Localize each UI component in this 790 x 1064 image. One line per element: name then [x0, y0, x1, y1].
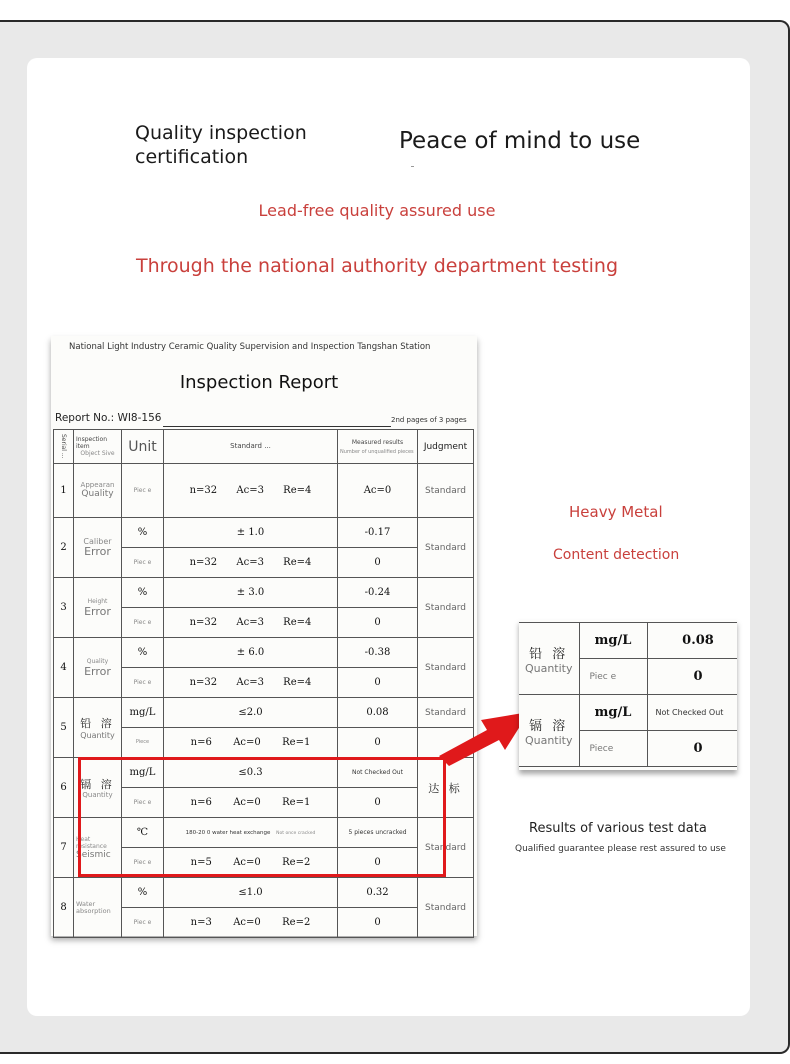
- row-unit: Piec e: [122, 908, 164, 938]
- std-n: n=32: [189, 557, 218, 568]
- table-row: [54, 638, 474, 668]
- row-item-label: Quality: [81, 489, 114, 499]
- header-unit: Unit: [122, 430, 164, 464]
- row-item-label: Seismic: [76, 849, 111, 860]
- header-judgment: Judgment: [418, 430, 474, 464]
- row-item: [74, 464, 122, 518]
- row-item-small: Appearan: [80, 481, 115, 489]
- std-ac: Ac=0: [233, 857, 261, 868]
- header-measured: [338, 430, 418, 464]
- zoom-lead-item: [519, 623, 579, 695]
- std-ac: Ac=0: [233, 737, 261, 748]
- title-left: Quality inspection certification: [135, 122, 307, 168]
- std-ac: Ac=3: [236, 617, 264, 628]
- std-note-2: Not once cracked: [276, 830, 316, 836]
- row-item-label: Error: [84, 604, 111, 618]
- std-n: n=32: [189, 485, 218, 496]
- zoom-lead-piece: Piec e: [579, 659, 647, 695]
- row-unit: Piec e: [122, 548, 164, 578]
- report-number: Report No.: WI8-156: [55, 412, 162, 424]
- row-unit: ℃: [122, 818, 164, 848]
- std-n: n=3: [190, 917, 212, 928]
- divider: [163, 426, 391, 427]
- row-number: 3: [54, 578, 74, 638]
- table-row: [519, 695, 737, 731]
- std-n: n=5: [190, 857, 212, 868]
- zoom-lead-label: Quantity: [524, 661, 573, 675]
- std-ac: Ac=0: [233, 917, 261, 928]
- header-item-label: Inspection item: [76, 436, 107, 450]
- row-standard: [164, 464, 338, 518]
- row-standard: [164, 548, 338, 578]
- row-standard: [164, 668, 338, 698]
- row-unit: Piec e: [122, 608, 164, 638]
- content-card: [27, 58, 750, 1016]
- std-ac: Ac=3: [236, 677, 264, 688]
- std-ac: Ac=3: [236, 557, 264, 568]
- station-name: National Light Industry Ceramic Quality Supervision and Inspection Tangshan Station: [69, 342, 431, 352]
- row-unit: %: [122, 638, 164, 668]
- row-item-small: Height: [87, 597, 108, 605]
- std-re: Re=4: [283, 617, 312, 628]
- header-serial: Serial ...: [54, 430, 74, 464]
- row-standard: [164, 728, 338, 758]
- row-unit: mg/L: [122, 698, 164, 728]
- row-result: 0.32: [338, 878, 418, 908]
- row-result: Ac=0: [338, 464, 418, 518]
- row-judgment: Standard: [418, 578, 474, 638]
- header-standard: Standard ...: [164, 430, 338, 464]
- std-re: Re=4: [283, 677, 312, 688]
- table-row: [54, 518, 474, 548]
- row-number: 2: [54, 518, 74, 578]
- row-judgment: Standard: [418, 878, 474, 938]
- std-re: Re=1: [282, 797, 311, 808]
- std-re: Re=2: [282, 857, 311, 868]
- row-standard: [164, 608, 338, 638]
- std-n: n=32: [189, 617, 218, 628]
- row-item: [74, 578, 122, 638]
- row-item-cn: 镉 溶: [80, 778, 115, 791]
- zoom-lead-piece-value: 0: [647, 659, 737, 695]
- row-result: 5 pieces uncracked: [338, 818, 418, 848]
- std-note: 180-20 0 water heat exchange: [185, 829, 271, 836]
- row-result: 0: [338, 608, 418, 638]
- row-item-label: Error: [84, 544, 111, 558]
- row-item: [74, 698, 122, 758]
- row-result: 0: [338, 908, 418, 938]
- zoomed-table: [519, 622, 737, 767]
- row-item-label: Quantity: [80, 731, 115, 740]
- row-unit: mg/L: [122, 758, 164, 788]
- zoom-cd-piece-value: 0: [647, 731, 737, 767]
- row-unit: Piece: [122, 728, 164, 758]
- row-item-label: Quantity: [82, 791, 113, 799]
- row-result: 0: [338, 548, 418, 578]
- std-re: Re=4: [283, 485, 312, 496]
- subtitle-national-testing: Through the national authority department testing: [135, 255, 619, 277]
- table-row: [54, 464, 474, 518]
- zoom-cd-label: Quantity: [524, 733, 573, 747]
- row-tolerance: ± 1.0: [164, 518, 338, 548]
- std-n: n=6: [190, 737, 212, 748]
- table-header: [54, 430, 474, 464]
- row-judgment: Standard: [418, 818, 474, 878]
- row-number: 1: [54, 464, 74, 518]
- content-detection-label: Content detection: [553, 547, 680, 563]
- heavy-metal-label: Heavy Metal: [569, 503, 663, 521]
- report-title: Inspection Report: [179, 372, 339, 393]
- zoom-lead-value: 0.08: [647, 623, 737, 659]
- zoom-lead-cn: 铅 溶: [529, 646, 569, 662]
- row-unit: Piec e: [122, 788, 164, 818]
- row-result: 0: [338, 728, 418, 758]
- header-measured-label: Measured results: [351, 438, 404, 446]
- zoom-cd-piece: Piece: [579, 731, 647, 767]
- row-judgment: Standard: [418, 464, 474, 518]
- zoom-cd-unit: mg/L: [579, 695, 647, 731]
- row-item-label: Error: [84, 664, 111, 678]
- std-ac: Ac=3: [236, 485, 264, 496]
- row-judgment: Standard: [418, 518, 474, 578]
- row-item: [74, 638, 122, 698]
- results-caption: Results of various test data: [529, 821, 707, 836]
- decor-dot: [411, 166, 414, 167]
- zoom-cd-cn: 镉 溶: [529, 718, 569, 734]
- row-unit: Piec e: [122, 464, 164, 518]
- zoomed-snippet: [519, 620, 737, 770]
- row-tolerance: ≤0.3: [164, 758, 338, 788]
- row-tolerance: ± 3.0: [164, 578, 338, 608]
- row-item-cn: 铅 溶: [80, 717, 115, 730]
- row-result: Not Checked Out: [338, 758, 418, 788]
- row-number: 4: [54, 638, 74, 698]
- zoom-cd-value: Not Checked Out: [647, 695, 737, 731]
- row-result: 0: [338, 788, 418, 818]
- row-tolerance: ± 6.0: [164, 638, 338, 668]
- title-right: Peace of mind to use: [399, 128, 641, 154]
- std-n: n=32: [189, 677, 218, 688]
- row-result: -0.17: [338, 518, 418, 548]
- row-number: 6: [54, 758, 74, 818]
- qualified-caption: Qualified guarantee please rest assured to use: [515, 844, 726, 854]
- row-unit: Piec e: [122, 668, 164, 698]
- row-unit: %: [122, 578, 164, 608]
- row-unit: %: [122, 518, 164, 548]
- row-result: 0.08: [338, 698, 418, 728]
- table-row: [54, 578, 474, 608]
- row-result: 0: [338, 848, 418, 878]
- row-number: 5: [54, 698, 74, 758]
- header-object-label: Object Sive: [80, 450, 115, 457]
- subtitle-lead-free: Lead-free quality assured use: [258, 201, 496, 220]
- row-result: 0: [338, 668, 418, 698]
- page-frame: [0, 20, 790, 1054]
- std-n: n=6: [190, 797, 212, 808]
- zoom-lead-unit: mg/L: [579, 623, 647, 659]
- std-re: Re=1: [282, 737, 311, 748]
- row-result: -0.38: [338, 638, 418, 668]
- row-unit: %: [122, 878, 164, 908]
- zoom-cd-item: [519, 695, 579, 767]
- header-item: [74, 430, 122, 464]
- row-judgment: Standard: [418, 698, 474, 728]
- row-number: 8: [54, 878, 74, 938]
- header-unqualified-label: Number of unqualified pieces: [340, 448, 414, 455]
- row-item-small: Heat resistance: [76, 835, 107, 850]
- row-judgment: 达 标: [418, 758, 474, 818]
- page-count: 2nd pages of 3 pages: [391, 416, 467, 424]
- row-unit: Piec e: [122, 848, 164, 878]
- row-item: Water absorption: [74, 878, 122, 938]
- std-ac: Ac=0: [233, 797, 261, 808]
- row-tolerance: ≤1.0: [164, 878, 338, 908]
- row-standard: [164, 908, 338, 938]
- std-re: Re=4: [283, 557, 312, 568]
- std-re: Re=2: [282, 917, 311, 928]
- row-judgment: Standard: [418, 638, 474, 698]
- table-row: [54, 878, 474, 908]
- row-item-small: Caliber: [83, 536, 112, 546]
- heavy-metal-highlight: [78, 757, 446, 877]
- row-result: -0.24: [338, 578, 418, 608]
- row-item-small: Quality: [86, 657, 109, 665]
- table-row: [519, 623, 737, 659]
- row-tolerance: ≤2.0: [164, 698, 338, 728]
- row-number: 7: [54, 818, 74, 878]
- table-row: [54, 698, 474, 728]
- row-item: [74, 518, 122, 578]
- inspection-report: [51, 336, 477, 936]
